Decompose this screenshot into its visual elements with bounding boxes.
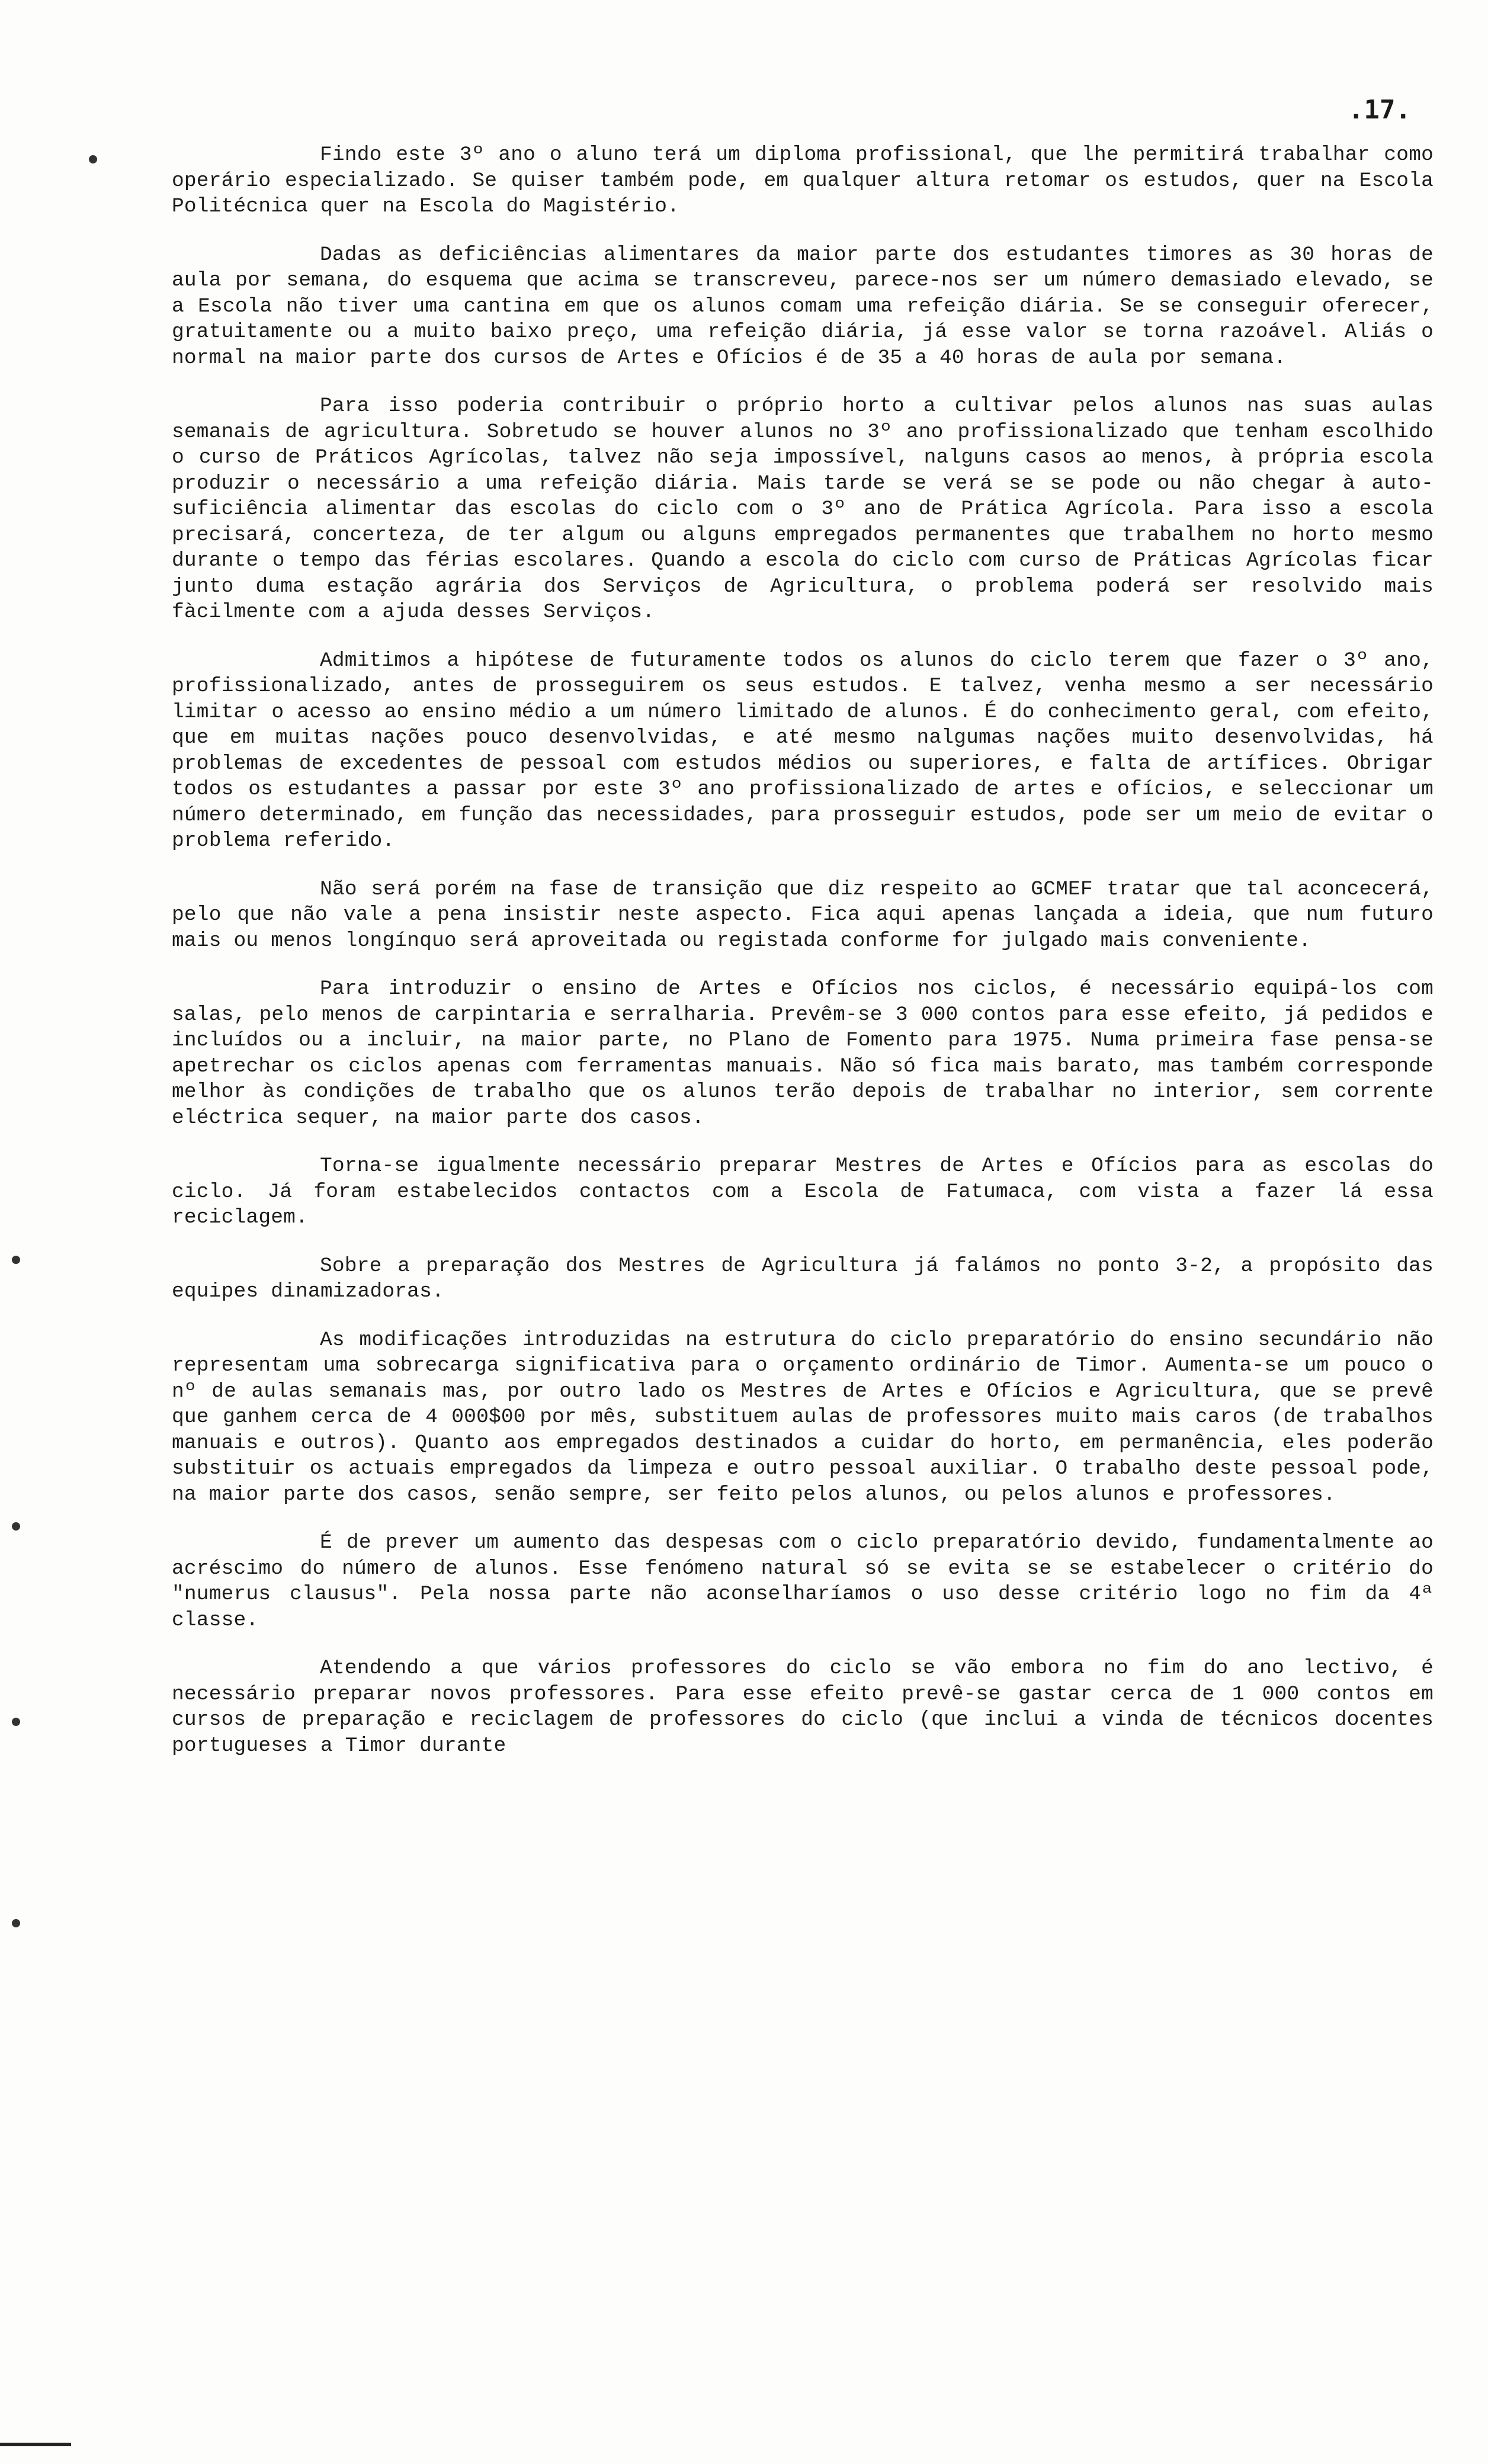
margin-mark [89,155,97,163]
paragraph-hipotese: Admitimos a hipótese de futuramente todos os alunos do ciclo terem que fazer o 3º ano, profissionalizado, antes de prosseguirem os seus estudos. E talvez, venha mesmo a ser necessário limitar o acesso ao ensino médio a um número limitado de alunos. É do conhecimento geral, com efeito, que em muitas nações pouco desenvolvidas, e até mesmo nalgumas nações muito desenvolvidas, há problemas de excedentes de pessoal com estudos médios ou superiores, e falta de artífices. Obrigar todos os estudantes a passar por este 3º ano profissionalizado de artes e ofícios, e seleccionar um número determinado, em função das necessidades, para prosseguir estudos, pode ser um meio de evitar o problema referido. [172,649,1434,852]
margin-mark [12,1718,20,1726]
paragraph-orcamento: As modificações introduzidas na estrutura do ciclo preparatório do ensino secundário não representam uma sobrecarga significativa para o orçamento ordinário de Timor. Aumenta-se um pouco o nº de aulas semanais mas, por outro lado os Mestres de Artes e Ofícios e Agricultura, que se prevê que ganhem cerca de 4 000$00 por mês, substituem aulas de professores muito mais caros (de trabalhos manuais e outros). Quanto aos empregados destinados a cuidar do horto, em permanência, eles poderão substituir os actuais empregados da limpeza e outro pessoal auxiliar. O trabalho deste pessoal pode, na maior parte dos casos, senão sempre, ser feito pelos alunos, ou pelos alunos e professores. [172,1328,1434,1506]
paragraph-mestres: Torna-se igualmente necessário preparar Mestres de Artes e Ofícios para as escolas do ciclo. Já foram estabelecidos contactos com a Escola de Fatumaca, com vista a fazer lá essa reciclagem. [172,1154,1434,1229]
paragraph-professores: Atendendo a que vários professores do ciclo se vão embora no fim do ano lectivo, é necessário preparar novos professores. Para esse efeito prevê-se gastar cerca de 1 000 contos em cursos de preparação e reciclagem de professores do ciclo (que inclui a vinda de técnicos docentes portugueses a Timor durante [172,1657,1434,1757]
scan-edge-mark [0,2443,71,2446]
paragraph-deficiencias: Dadas as deficiências alimentares da maior parte dos estudantes timores as 30 horas de aula por semana, do esquema que acima se transcreveu, parece-nos ser um número demasiado elevado, se a Escola não tiver uma cantina em que os alunos comam uma refeição diária. Se se conseguir oferecer, gratuitamente ou a muito baixo preço, uma refeição diária, já esse valor se torna razoável. Aliás o normal na maior parte dos cursos de Artes e Ofícios é de 35 a 40 horas de aula por semana. [172,243,1434,370]
paragraph-artes-oficios: Para introduzir o ensino de Artes e Ofícios nos ciclos, é necessário equipá-los com salas, pelo menos de carpintaria e serralharia. Prevêm-se 3 000 contos para esse efeito, já pedidos e incluídos ou a incluir, na maior parte, no Plano de Fomento para 1975. Numa primeira fase pensa-se apetrechar os ciclos apenas com ferramentas manuais. Não só fica mais barato, mas também corresponde melhor às condições de trabalho que os alunos terão depois de trabalhar no interior, sem corrente eléctrica sequer, na maior parte dos casos. [172,977,1434,1130]
margin-mark [12,1919,20,1927]
margin-mark [12,1522,20,1531]
page-number: .17. [1348,95,1411,125]
paragraph-diploma: Findo este 3º ano o aluno terá um diploma profissional, que lhe permitirá trabalhar como operário especializado. Se quiser também pode, em qualquer altura retomar os estudos, quer na Escola Politécnica quer na Escola do Magistério. [172,143,1434,218]
paragraph-agricultura: Sobre a preparação dos Mestres de Agricultura já falámos no ponto 3-2, a propósito das equipes dinamizadoras. [172,1254,1434,1303]
margin-mark [12,1256,20,1264]
paragraph-despesas: É de prever um aumento das despesas com o ciclo preparatório devido, fundamentalmente ao acréscimo do número de alunos. Esse fenómeno natural só se evita se se estabelecer o critério do "numerus clausus". Pela nossa parte não aconselharíamos o uso desse critério logo no fim da 4ª classe. [172,1531,1434,1632]
paragraph-transicao: Não será porém na fase de transição que diz respeito ao GCMEF tratar que tal aconcecerá, pelo que não vale a pena insistir neste aspecto. Fica aqui apenas lançada a ideia, que num futuro mais ou menos longínquo será aproveitada ou registada conforme for julgado mais conveniente. [172,877,1434,952]
paragraph-horto: Para isso poderia contribuir o próprio horto a cultivar pelos alunos nas suas aulas semanais de agricultura. Sobretudo se houver alunos no 3º ano profissionalizado que tenham escolhido o curso de Práticos Agrícolas, talvez não seja impossível, nalguns casos ao menos, à própria escola produzir o necessário a uma refeição diária. Mais tarde se verá se se pode ou não chegar à auto-suficiência alimentar das escolas do ciclo com o 3º ano de Prática Agrícola. Para isso a escola precisará, concerteza, de ter algum ou alguns empregados permanentes que trabalhem no horto mesmo durante o tempo das férias escolares. Quando a escola do ciclo com curso de Práticas Agrícolas ficar junto duma estação agrária dos Serviços de Agricultura, o problema poderá ser resolvido mais fàcilmente com a ajuda desses Serviços. [172,394,1434,624]
document-body [172,142,1434,1781]
